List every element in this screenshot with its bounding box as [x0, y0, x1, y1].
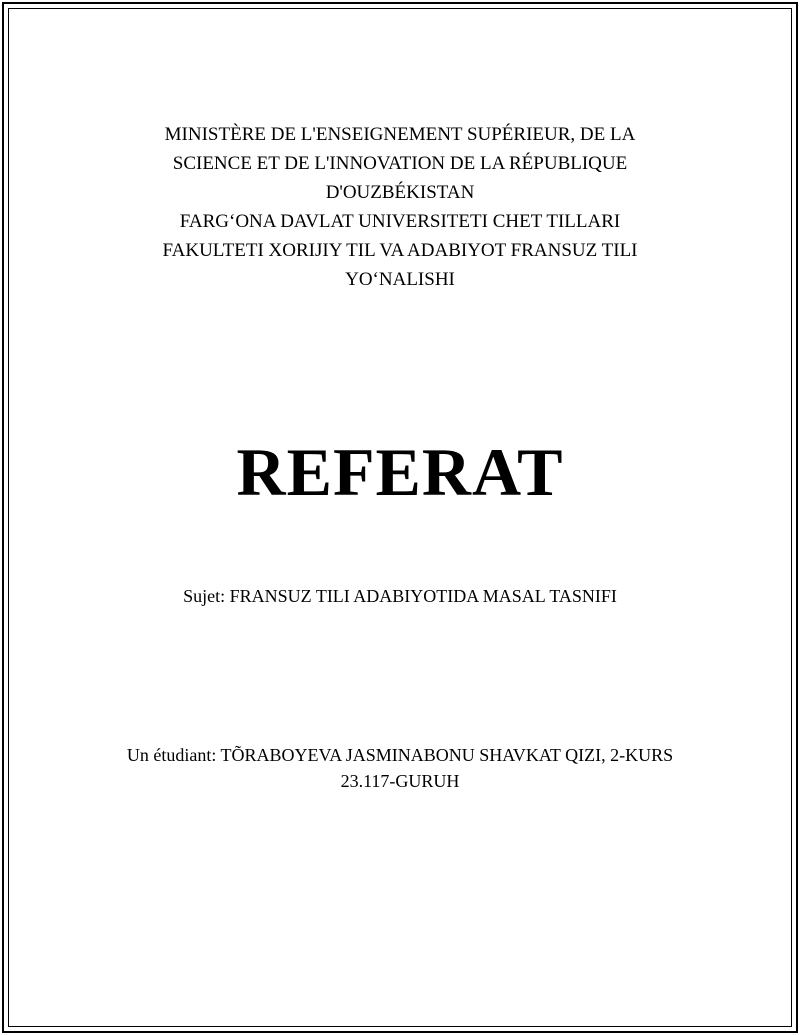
- header-line: FARG‘ONA DAVLAT UNIVERSITETI CHET TILLARI: [179, 211, 621, 232]
- header-line: D'OUZBÉKISTAN: [325, 182, 475, 203]
- institution-header: [100, 120, 700, 294]
- subject-line: Sujet: FRANSUZ TILI ADABIYOTIDA MASAL TASNIFI: [183, 586, 617, 606]
- student-info: [0, 742, 800, 794]
- student-name-line: Un étudiant: TÕRABOYEVA JASMINABONU SHAVKAT QIZI, 2-KURS: [126, 745, 674, 765]
- document-title: REFERAT: [236, 434, 564, 510]
- header-line: YO‘NALISHI: [345, 269, 455, 290]
- header-line: SCIENCE ET DE L'INNOVATION DE LA RÉPUBLIQUE: [172, 153, 628, 174]
- header-line: FAKULTETI XORIJIY TIL VA ADABIYOT FRANSUZ TILI: [162, 240, 638, 261]
- student-group-line: 23.117-GURUH: [340, 771, 460, 791]
- header-line: MINISTÈRE DE L'ENSEIGNEMENT SUPÉRIEUR, DE LA: [164, 124, 636, 145]
